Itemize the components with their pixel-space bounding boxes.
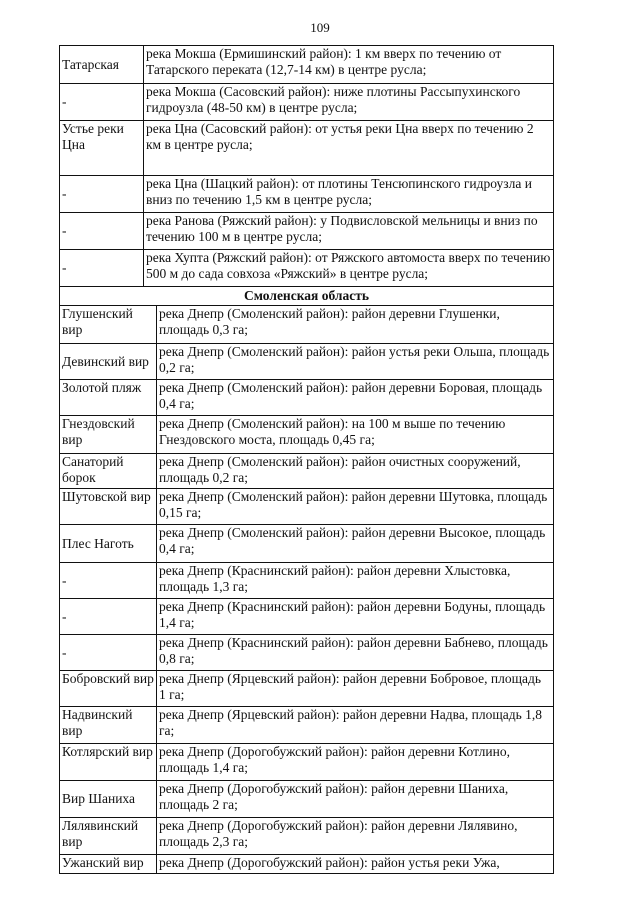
site-name: - [60, 250, 144, 287]
site-name: - [60, 213, 144, 250]
site-name: Плес Наготь [60, 525, 157, 563]
table-row [60, 635, 554, 671]
site-name: Лялявинский вир [60, 818, 157, 855]
site-name: - [60, 563, 157, 599]
site-name: Девинский вир [60, 344, 157, 380]
site-name: Глушенский вир [60, 306, 157, 344]
site-name: Надвинский вир [60, 707, 157, 744]
site-description: река Ранова (Ряжский район): у Подвисловской мельницы и вниз по течению 100 м в центре русла; [144, 213, 554, 250]
site-description: река Днепр (Дорогобужский район): район деревни Лялявино, площадь 2,3 га; [157, 818, 554, 855]
site-description: река Днепр (Краснинский район): район деревни Бодуны, площадь 1,4 га; [157, 599, 554, 635]
table-row [60, 744, 554, 781]
site-description: река Цна (Сасовский район): от устья реки Цна вверх по течению 2 км в центре русла; [144, 121, 554, 176]
site-description: река Днепр (Ярцевский район): район деревни Надва, площадь 1,8 га; [157, 707, 554, 744]
site-name: Татарская [60, 46, 144, 84]
site-description: река Хупта (Ряжский район): от Ряжского автомоста вверх по течению 500 м до сада совхоза «Ряжский» в центре русла; [144, 250, 554, 287]
site-description: река Цна (Шацкий район): от плотины Тенсюпинского гидроузла и вниз по течению 1,5 км в центре русла; [144, 176, 554, 213]
site-description: река Днепр (Смоленский район): район деревни Боровая, площадь 0,4 га; [157, 380, 554, 416]
site-name: Бобровский вир [60, 671, 157, 707]
table-row [60, 380, 554, 416]
site-name: Устье реки Цна [60, 121, 144, 176]
site-name: Гнездовский вир [60, 416, 157, 454]
table-row [60, 707, 554, 744]
table-row [60, 121, 554, 176]
site-name: Золотой пляж [60, 380, 157, 416]
site-name: - [60, 176, 144, 213]
table-row [60, 489, 554, 525]
site-description: река Днепр (Смоленский район): район деревни Глушенки, площадь 0,3 га; [157, 306, 554, 344]
site-description: река Днепр (Смоленский район): район деревни Высокое, площадь 0,4 га; [157, 525, 554, 563]
table-row [60, 416, 554, 454]
table-top [59, 45, 554, 306]
site-description: река Днепр (Дорогобужский район): район деревни Шаниха, площадь 2 га; [157, 781, 554, 818]
table-row [60, 46, 554, 84]
site-description: река Днепр (Дорогобужский район): район устья реки Ужа, [157, 855, 554, 874]
site-description: река Днепр (Дорогобужский район): район деревни Котлино, площадь 1,4 га; [157, 744, 554, 781]
site-name: Санаторий борок [60, 454, 157, 489]
table-row [60, 671, 554, 707]
table-row [60, 599, 554, 635]
table-row [60, 454, 554, 489]
site-description: река Днепр (Ярцевский район): район деревни Бобровое, площадь 1 га; [157, 671, 554, 707]
site-name: Ужанский вир [60, 855, 157, 874]
table-row [60, 563, 554, 599]
site-description: река Днепр (Смоленский район): на 100 м выше по течению Гнездовского моста, площадь 0,45 га; [157, 416, 554, 454]
table-row [60, 213, 554, 250]
site-description: река Мокша (Сасовский район): ниже плотины Рассыпухинского гидроузла (48-50 км) в центре русла; [144, 84, 554, 121]
document-tables [59, 45, 553, 874]
table-row [60, 306, 554, 344]
site-description: река Днепр (Краснинский район): район деревни Хлыстовка, площадь 1,3 га; [157, 563, 554, 599]
table-row [60, 176, 554, 213]
table-row [60, 855, 554, 874]
table-row [60, 344, 554, 380]
region-header: Смоленская область [60, 287, 554, 306]
table-row [60, 250, 554, 287]
table-row [60, 818, 554, 855]
site-description: река Мокша (Ермишинский район): 1 км вверх по течению от Татарского переката (12,7-14 км) в центре русла; [144, 46, 554, 84]
table-bottom [59, 305, 554, 874]
page-number: 109 [310, 20, 330, 35]
site-description: река Днепр (Смоленский район): район очистных сооружений, площадь 0,2 га; [157, 454, 554, 489]
table-row [60, 781, 554, 818]
site-description: река Днепр (Смоленский район): район деревни Шутовка, площадь 0,15 га; [157, 489, 554, 525]
table-row [60, 84, 554, 121]
site-name: - [60, 599, 157, 635]
site-name: Вир Шаниха [60, 781, 157, 818]
site-name: - [60, 84, 144, 121]
table-row [60, 525, 554, 563]
site-description: река Днепр (Смоленский район): район устья реки Ольша, площадь 0,2 га; [157, 344, 554, 380]
site-name: Котлярский вир [60, 744, 157, 781]
site-description: река Днепр (Краснинский район): район деревни Бабнево, площадь 0,8 га; [157, 635, 554, 671]
region-header-row [60, 287, 554, 306]
site-name: Шутовской вир [60, 489, 157, 525]
site-name: - [60, 635, 157, 671]
